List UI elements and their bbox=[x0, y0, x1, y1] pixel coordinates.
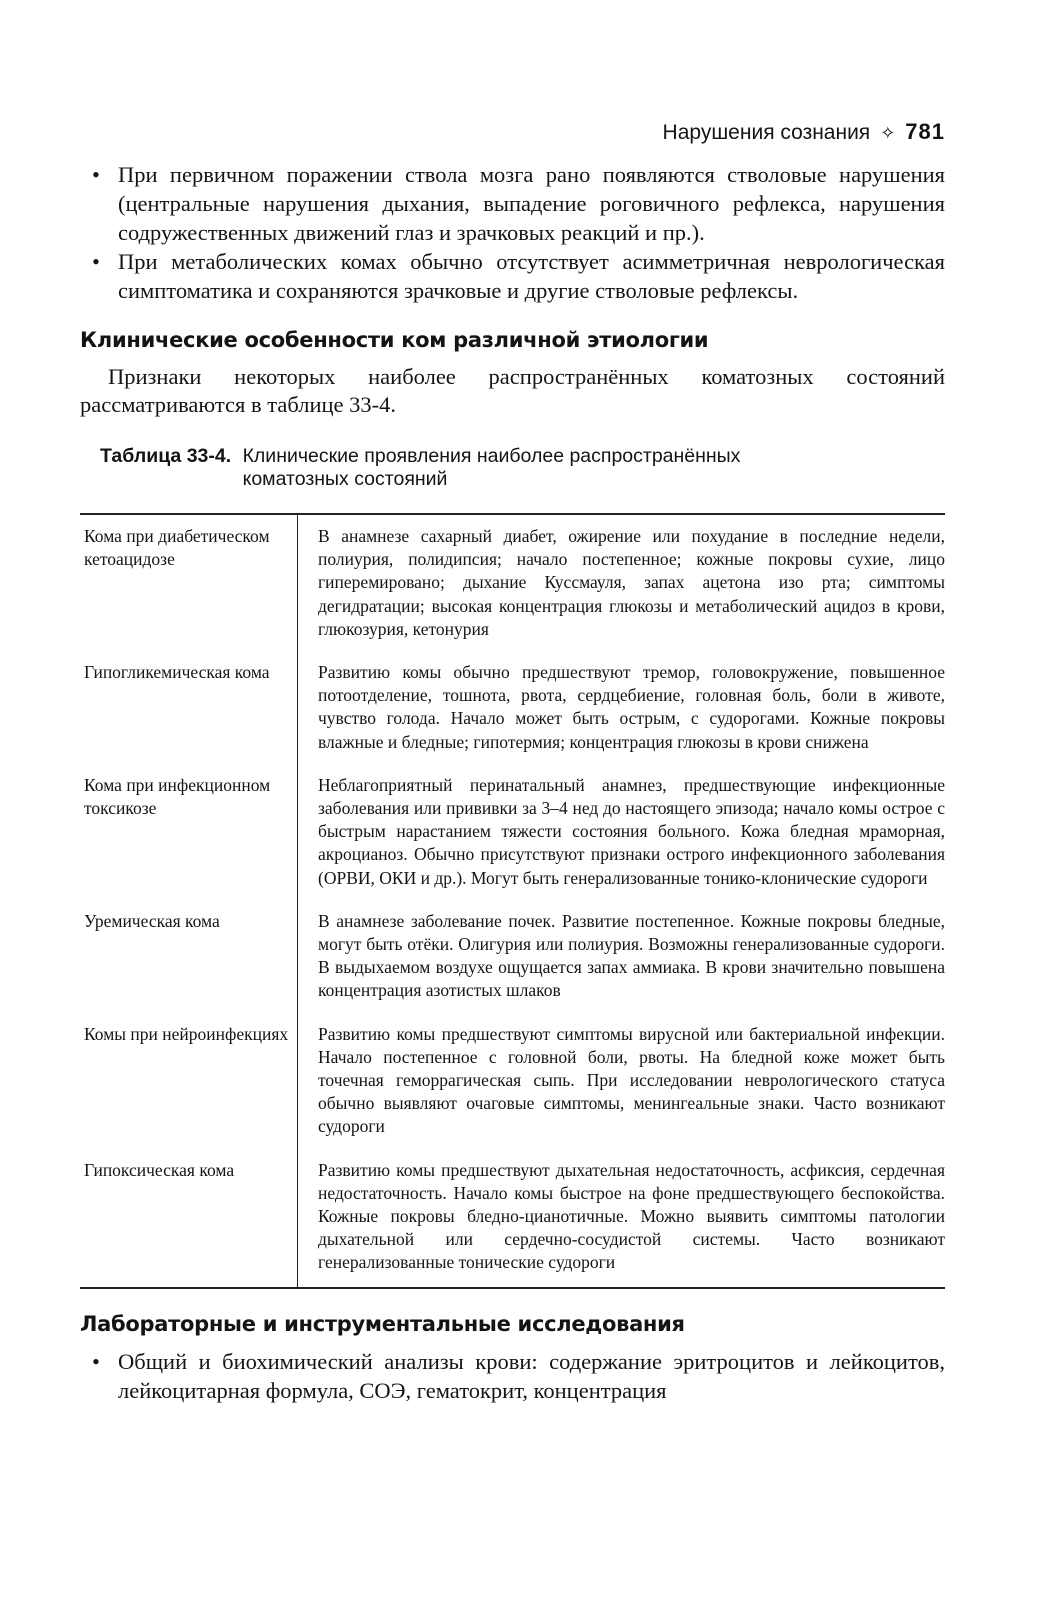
table-caption bbox=[100, 445, 945, 491]
coma-type-cell: Гипогликемическая кома bbox=[84, 662, 270, 683]
coma-description-cell: В анамнезе заболевание почек. Развитие постепенное. Кожные покровы бледные, могут быть отёки. Олигурия или полиурия. Возможны генерализованные судороги. В выдыхаемом воздухе ощущается запах аммиака. В крови значительно повышена концентрация азотистых шлаков bbox=[298, 902, 946, 1015]
book-page bbox=[80, 112, 945, 1405]
table-row bbox=[80, 514, 945, 653]
coma-type-cell: Уремическая кома bbox=[84, 910, 220, 931]
table-row bbox=[80, 1151, 945, 1288]
chapter-title: Нарушения сознания bbox=[662, 121, 871, 144]
table-row bbox=[80, 766, 945, 902]
page-number: 781 bbox=[905, 119, 945, 144]
table-row bbox=[80, 902, 945, 1015]
table-row bbox=[80, 1015, 945, 1151]
section-heading: Клинические особенности ком различной этиологии bbox=[80, 328, 709, 352]
section-paragraph: Признаки некоторых наиболее распространённых коматозных состояний рассматриваются в таблице 33-4. bbox=[80, 364, 945, 417]
intro-bullet-list bbox=[80, 160, 945, 305]
section-heading: Лабораторные и инструментальные исследования bbox=[80, 1311, 685, 1336]
diamond-ornament-icon: ✧ bbox=[880, 123, 896, 143]
table-caption-text: Клинические проявления наиболее распространённых коматозных состояний bbox=[242, 445, 741, 490]
coma-description-cell: Развитию комы обычно предшествуют тремор, головокружение, повышенное потоотделение, тошнота, рвота, сердцебиение, головная боль, боли в животе, чувство голода. Начало может быть острым, с судорогами. Кожные покровы влажные и бледные; гипотермия; концентрация глюкозы в крови снижена bbox=[298, 653, 946, 766]
coma-description-cell: Неблагоприятный перинатальный анамнез, предшествующие инфекционные заболевания или прививки за 3–4 нед до настоящего эпизода; начало комы острое с быстрым нарастанием тяжести состояния больного. Кожа бледная мраморная, акроцианоз. Обычно присутствуют признаки острого инфекционного заболевания (ОРВИ, ОКИ и др.). Могут быть генерализованные тонико-клонические судороги bbox=[298, 766, 946, 902]
list-item: • Общий и биохимический анализы крови: содержание эритроцитов и лейкоцитов, лейкоцитарная формула, СОЭ, гематокрит, концентрация bbox=[80, 1347, 945, 1405]
coma-description-cell: В анамнезе сахарный диабет, ожирение или похудание в последние недели, полиурия, полидипсия; начало постепенное; кожные покровы сухие, лицо гиперемировано; дыхание Куссмауля, запах ацетона изо рта; симптомы дегидратации; высокая концентрация глюкозы и метаболический ацидоз в крови, глюкозурия, кетонурия bbox=[298, 514, 946, 653]
table-row bbox=[80, 653, 945, 766]
running-header bbox=[80, 112, 945, 152]
list-item: • При метаболических комах обычно отсутствует асимметричная неврологическая симптоматика и сохраняются зрачковые и другие стволовые рефлексы. bbox=[80, 247, 945, 305]
coma-type-cell: Кома при диабетическом кетоацидозе bbox=[84, 526, 270, 570]
coma-table bbox=[80, 513, 945, 1289]
coma-type-cell: Кома при инфекционном токсикозе bbox=[84, 774, 271, 819]
table-caption-label: Таблица 33-4. bbox=[100, 445, 237, 467]
coma-description-cell: Развитию комы предшествуют симптомы вирусной или бактериальной инфекции. Начало постепенное с головной боли, рвоты. На бледной коже может быть точечная геморрагическая сыпь. При исследовании неврологического статуса обычно выявляют очаговые симптомы, менингеальные знаки. Часто возникают судороги bbox=[298, 1015, 946, 1151]
coma-description-cell: Развитию комы предшествуют дыхательная недостаточность, асфиксия, сердечная недостаточность. Начало комы быстрое на фоне предшествующего беспокойства. Кожные покровы бледно-цианотичные. Можно выявить симптомы патологии дыхательной или сердечно-сосудистой системы. Часто возникают генерализованные тонические судороги bbox=[298, 1151, 946, 1288]
coma-type-cell: Гипоксическая кома bbox=[84, 1159, 235, 1180]
list-item: • При первичном поражении ствола мозга рано появляются стволовые нарушения (центральные нарушения дыхания, выпадение роговичного рефлекса, нарушения содружественных движений глаз и зрачковых реакций и пр.). bbox=[80, 160, 945, 247]
lab-bullet-list bbox=[80, 1347, 945, 1405]
coma-type-cell: Комы при нейроинфекциях bbox=[84, 1023, 289, 1044]
